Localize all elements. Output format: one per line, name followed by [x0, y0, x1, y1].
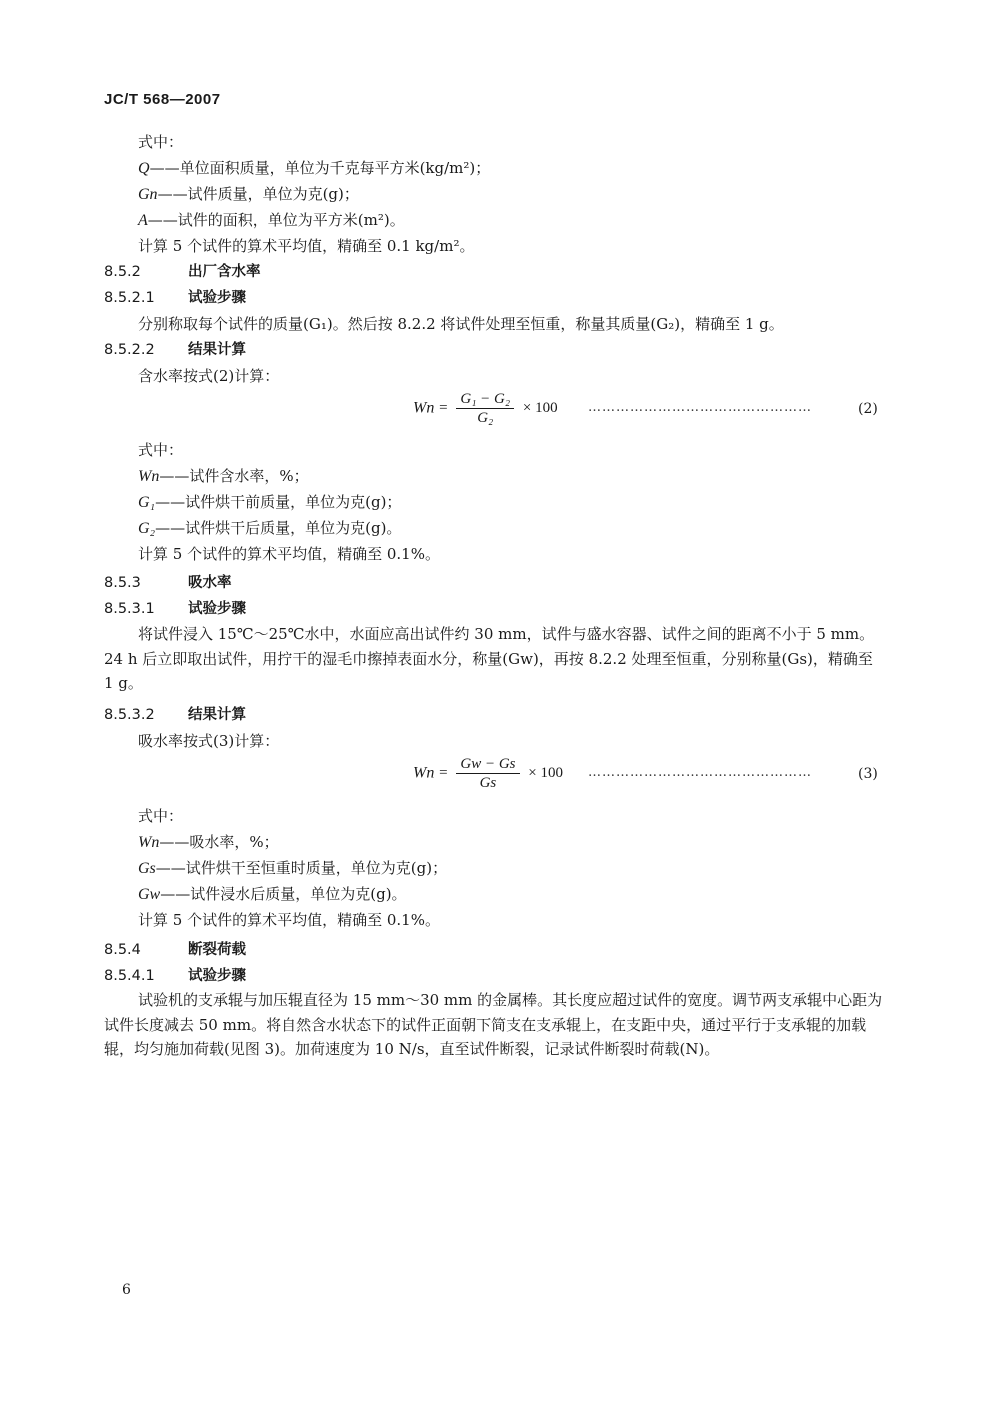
formula-2: [413, 390, 558, 434]
formula-3: [413, 755, 563, 799]
numerator: Gw − Gs: [456, 755, 519, 774]
symbol: Gn: [138, 186, 158, 203]
section-title: 结果计算: [188, 342, 246, 358]
symbol: Wn: [138, 834, 160, 851]
definition: ——试件烘干后质量，单位为克(g)。: [155, 519, 402, 537]
def-row: [138, 466, 309, 487]
calc-note: 计算 5 个试件的算术平均值，精确至 0.1%。: [138, 911, 440, 929]
section-title: 出厂含水率: [188, 264, 261, 280]
symbol: G₂: [138, 520, 156, 537]
calc-note: 计算 5 个试件的算术平均值，精确至 0.1 kg/m²。: [138, 237, 475, 255]
def-row: [138, 158, 490, 179]
fraction: [456, 755, 519, 792]
section-number: 8.5.4.1: [104, 968, 155, 984]
formula-lhs: Wn: [413, 764, 435, 782]
definition: ——试件浸水后质量，单位为克(g)。: [160, 885, 407, 903]
equals-sign: =: [439, 400, 448, 416]
section-heading: [104, 940, 246, 960]
multiplier: × 100: [528, 765, 563, 781]
definition: ——试件烘干前质量，单位为克(g)；: [155, 493, 402, 511]
leader-dots: …………………………………………: [588, 765, 812, 780]
denominator: Gs: [479, 775, 497, 791]
section-heading: [104, 573, 232, 593]
section-title: 试验步骤: [188, 601, 246, 617]
section-title: 试验步骤: [188, 968, 246, 984]
paragraph: 分别称取每个试件的质量(G₁)。然后按 8.2.2 将试件处理至恒重，称量其质量(G₂)，精确至 1 g。: [138, 315, 784, 333]
standard-number: JC/T 568—2007: [104, 91, 221, 108]
symbol: A: [138, 212, 148, 229]
equals-sign: =: [439, 765, 448, 781]
definition: ——单位面积质量，单位为千克每平方米(kg/m²)；: [149, 159, 491, 177]
def-row: [138, 210, 405, 231]
section-number: 8.5.2: [104, 264, 141, 280]
formula-intro: 吸水率按式(3)计算：: [138, 732, 280, 750]
section-number: 8.5.3.2: [104, 707, 155, 723]
formula-lhs: Wn: [413, 399, 435, 417]
leader-dots: …………………………………………: [588, 400, 812, 415]
definition: ——试件质量，单位为克(g)；: [157, 185, 359, 203]
section-heading: [104, 966, 246, 986]
symbol: Wn: [138, 468, 160, 485]
section-number: 8.5.3.1: [104, 601, 155, 617]
section-heading: [104, 262, 261, 282]
symbol: Gw: [138, 886, 161, 903]
symbol: Gs: [138, 860, 156, 877]
section-number: 8.5.2.2: [104, 342, 155, 358]
equation-number: (2): [858, 401, 878, 417]
section-title: 结果计算: [188, 707, 246, 723]
shizhong-label: 式中：: [138, 441, 184, 459]
section-title: 试验步骤: [188, 290, 246, 306]
numerator: G₁ − G₂: [456, 390, 514, 409]
section-number: 8.5.4: [104, 942, 141, 958]
shizhong-label: 式中：: [138, 133, 184, 151]
denominator: G₂: [477, 410, 494, 426]
definition: ——试件的面积，单位为平方米(m²)。: [147, 211, 405, 229]
section-title: 吸水率: [188, 575, 232, 591]
definition: ——试件烘干至恒重时质量，单位为克(g)；: [155, 859, 448, 877]
def-row: [138, 832, 279, 853]
equation-number: (3): [858, 766, 878, 782]
definition: ——试件含水率，%；: [159, 467, 309, 485]
shizhong-label: 式中：: [138, 807, 184, 825]
section-heading: [104, 599, 246, 619]
page-number: 6: [122, 1282, 131, 1298]
section-number: 8.5.3: [104, 575, 141, 591]
def-row: [138, 858, 447, 879]
multiplier: × 100: [522, 400, 558, 416]
paragraph: 将试件浸入 15℃～25℃水中，水面应高出试件约 30 mm，试件与盛水容器、试件之间的距离不小于 5 mm。24 h 后立即取出试件，用拧干的湿毛巾擦掉表面水分，称量(Gw)，再按 8.2.2 处理至恒重，分别称量(Gs)，精确至 1 g。: [104, 625, 875, 692]
section-heading: [104, 705, 246, 725]
fraction: [456, 390, 514, 427]
calc-note: 计算 5 个试件的算术平均值，精确至 0.1%。: [138, 545, 440, 563]
formula-intro: 含水率按式(2)计算：: [138, 367, 280, 385]
section-title: 断裂荷载: [188, 942, 246, 958]
section-number: 8.5.2.1: [104, 290, 155, 306]
symbol: G₁: [138, 494, 156, 511]
def-row: [138, 518, 401, 539]
def-row: [138, 492, 401, 513]
definition: ——吸水率，%；: [159, 833, 279, 851]
def-row: [138, 884, 407, 905]
symbol: Q: [138, 160, 150, 177]
def-row: [138, 184, 359, 205]
paragraph: 试验机的支承辊与加压辊直径为 15 mm～30 mm 的金属棒。其长度应超过试件的宽度。调节两支承辊中心距为试件长度减去 50 mm。将自然含水状态下的试件正面朝下简支在支承辊上，在支距中央，通过平行于支承辊的加载辊，均匀施加荷载(见图 3)。加荷速度为 10 N/s，直至试件断裂，记录试件断裂时荷载(N)。: [104, 991, 883, 1058]
section-heading: [104, 340, 246, 360]
section-heading: [104, 288, 246, 308]
